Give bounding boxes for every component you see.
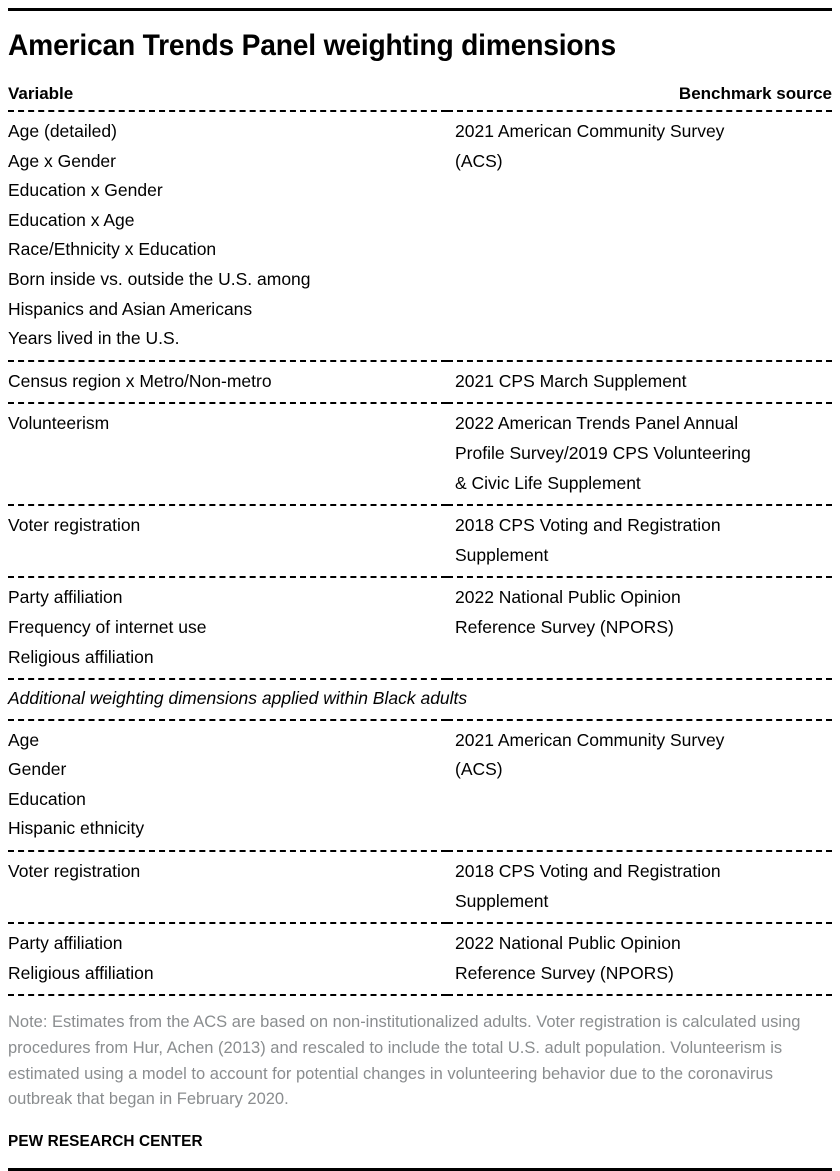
table-row <box>8 851 832 923</box>
benchmark-cell <box>447 851 832 923</box>
table-row <box>8 111 832 361</box>
table-header-row <box>8 83 832 111</box>
variable-cell-line: Religious affiliation <box>8 646 154 667</box>
benchmark-cell-line: 2022 National Public Opinion <box>455 587 681 608</box>
variable-cell-line: Education <box>8 788 86 809</box>
benchmark-cell-line: 2021 American Community Survey <box>455 729 725 750</box>
benchmark-cell-line: 2021 CPS March Supplement <box>455 370 687 391</box>
variable-cell-line: Education x Age <box>8 209 135 230</box>
benchmark-cell-line: 2018 CPS Voting and Registration <box>455 861 721 882</box>
table-row <box>8 403 832 505</box>
variable-cell <box>8 923 447 995</box>
benchmark-cell <box>447 505 832 577</box>
column-header-variable: Variable <box>8 83 447 111</box>
variable-cell-line: Education x Gender <box>8 180 163 201</box>
table-row <box>8 505 832 577</box>
benchmark-cell-line: Supplement <box>455 544 549 565</box>
table-row <box>8 577 832 679</box>
variable-cell <box>8 403 447 505</box>
variable-cell-line: Voter registration <box>8 861 141 882</box>
variable-cell-line: Hispanic ethnicity <box>8 818 145 839</box>
benchmark-cell-line: Reference Survey (NPORS) <box>455 616 674 637</box>
table-row <box>8 923 832 995</box>
variable-cell-line: Race/Ethnicity x Education <box>8 239 217 260</box>
table-figure <box>0 8 840 1150</box>
variable-cell-line: Age (detailed) <box>8 121 117 141</box>
benchmark-cell-line: Profile Survey/2019 CPS Volunteering <box>455 442 751 463</box>
variable-cell-line: Born inside vs. outside the U.S. among <box>8 268 311 289</box>
top-divider <box>8 8 832 11</box>
bottom-divider <box>8 1168 832 1171</box>
table-body <box>8 111 832 995</box>
benchmark-cell <box>447 111 832 361</box>
benchmark-cell-line: (ACS) <box>455 759 503 780</box>
variable-cell-line: Hispanics and Asian Americans <box>8 298 253 319</box>
benchmark-cell-line: 2022 American Trends Panel Annual <box>455 413 739 434</box>
figure-note: Note: Estimates from the ACS are based on non-institutionalized adults. Voter registration is calculated using procedures from Hur, Achen (2013) and rescaled to include the total U.S. adult population. Volunteerism is estimated using a model to account for potential changes in volunteering behavior due to the coronavirus outbreak that began in February 2020. <box>8 1013 801 1109</box>
variable-cell <box>8 851 447 923</box>
benchmark-cell-line: Reference Survey (NPORS) <box>455 962 674 983</box>
variable-cell <box>8 505 447 577</box>
benchmark-cell <box>447 577 832 679</box>
variable-cell-line: Census region x Metro/Non-metro <box>8 370 272 391</box>
benchmark-cell-line: 2018 CPS Voting and Registration <box>455 515 721 536</box>
weighting-dimensions-table <box>8 83 832 996</box>
variable-cell-line: Party affiliation <box>8 933 123 954</box>
variable-cell <box>8 361 447 404</box>
benchmark-cell <box>447 720 832 851</box>
table-row <box>8 361 832 404</box>
variable-cell-line: Gender <box>8 759 67 780</box>
benchmark-cell <box>447 403 832 505</box>
page-title: American Trends Panel weighting dimensions <box>8 29 616 62</box>
variable-cell <box>8 111 447 361</box>
variable-cell-line: Party affiliation <box>8 587 123 608</box>
variable-cell <box>8 577 447 679</box>
column-header-benchmark: Benchmark source <box>447 83 832 111</box>
subsection-heading: Additional weighting dimensions applied within Black adults <box>8 679 832 720</box>
variable-cell-line: Age <box>8 729 40 750</box>
variable-cell-line: Years lived in the U.S. <box>8 328 180 349</box>
variable-cell-line: Religious affiliation <box>8 962 154 983</box>
variable-cell-line: Age x Gender <box>8 150 116 171</box>
benchmark-cell-line: 2021 American Community Survey <box>455 121 725 141</box>
benchmark-cell <box>447 923 832 995</box>
variable-cell-line: Voter registration <box>8 515 141 536</box>
benchmark-cell-line: Supplement <box>455 890 549 911</box>
subsection-heading-row <box>8 679 832 720</box>
source-label: PEW RESEARCH CENTER <box>8 1132 203 1150</box>
variable-cell <box>8 720 447 851</box>
benchmark-cell-line: 2022 National Public Opinion <box>455 933 681 954</box>
variable-cell-line: Volunteerism <box>8 413 110 434</box>
benchmark-cell-line: (ACS) <box>455 150 503 171</box>
benchmark-cell <box>447 361 832 404</box>
variable-cell-line: Frequency of internet use <box>8 616 207 637</box>
table-row <box>8 720 832 851</box>
benchmark-cell-line: & Civic Life Supplement <box>455 472 641 493</box>
